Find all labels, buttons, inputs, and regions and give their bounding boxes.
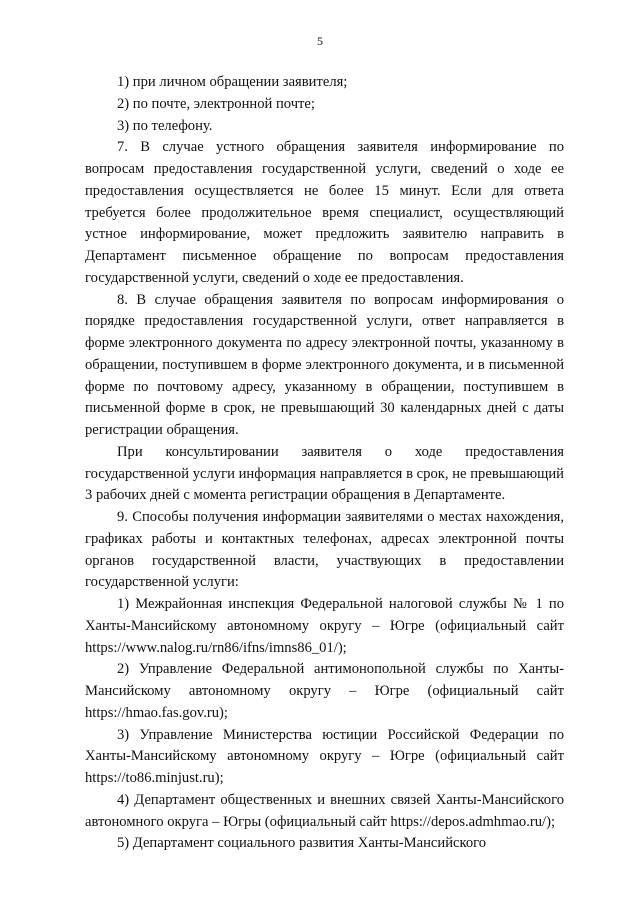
list-item: 5) Департамент социального развития Ханты-Мансийского — [117, 835, 487, 852]
paragraph-consulting: При консультировании заявителя о ходе предоставления государственной услуги информация направляется в срок, не превышающий 3 рабочих дней с момента регистрации обращения в Департаменте. — [85, 443, 564, 504]
paragraph-7: 7. В случае устного обращения заявителя информирование по вопросам предоставления государственной услуги, сведений о ходе ее предоставления осуществляется не более 15 минут. Если для ответа требуется более продолжительное время специалист, осуществляющий устное информирование, может предложить заявителю направить в Департамент письменное обращение по вопросам предоставления государственной услуги, сведений о ходе ее предоставления. — [85, 139, 564, 286]
list-item: 3) Управление Министерства юстиции Российской Федерации по Ханты-Мансийскому автономному округу – Югре (официальный сайт https://to86.minjust.ru); — [85, 726, 564, 786]
paragraph-9: 9. Способы получения информации заявителями о местах нахождения, графиках работы и контактных телефонах, адресах электронной почты органов государственной власти, участвующих в предоставлении государственной услуги: — [85, 509, 564, 591]
document-body — [85, 72, 564, 855]
list-item: 2) Управление Федеральной антимонопольной службы по Ханты-Мансийскому автономному округу – Югре (официальный сайт https://hmao.fas.gov.ru); — [85, 661, 564, 721]
list-item: 2) по почте, электронной почте; — [117, 95, 315, 112]
list-item: 4) Департамент общественных и внешних связей Ханты-Мансийского автономного округа – Югры (официальный сайт https://depos.admhmao.ru/); — [85, 791, 564, 830]
page-number: 5 — [317, 34, 323, 48]
list-item: 1) Межрайонная инспекция Федеральной налоговой службы № 1 по Ханты-Мансийскому автономному округу – Югре (официальный сайт https://www.nalog.ru/rn86/ifns/imns86_01/); — [85, 596, 564, 656]
list-item: 1) при личном обращении заявителя; — [117, 74, 348, 90]
list-item: 3) по телефону. — [117, 117, 213, 134]
paragraph-8: 8. В случае обращения заявителя по вопросам информирования о порядке предоставления государственной услуги, ответ направляется в форме электронного документа по адресу электронной почты, указанному в обращении, поступившем в форме электронного документа, и в письменной форме по почтовому адресу, указанному в обращении, поступившем в письменной форме в срок, не превышающий 30 календарных дней с даты регистрации обращения. — [85, 291, 564, 438]
